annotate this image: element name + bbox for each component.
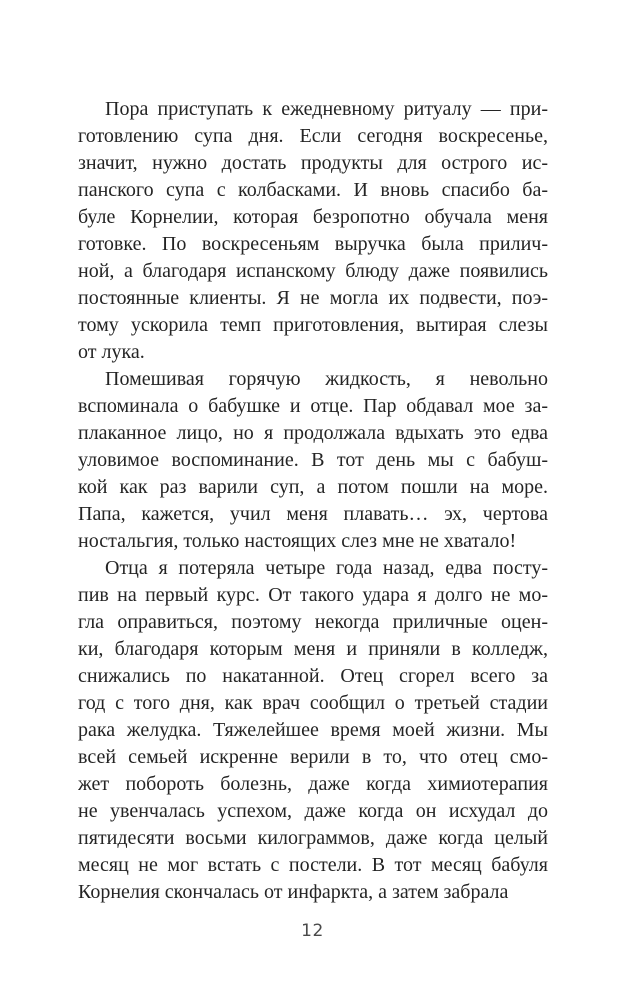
text-line: Корнелия скончалась от инфаркта, а затем забрала xyxy=(78,881,509,903)
text-line: Помешивая горячую жидкость, я невольно xyxy=(105,368,548,390)
text-line: месяц не мог встать с постели. В тот месяц бабуля xyxy=(78,854,548,876)
text-line: вспоминала о бабушке и отце. Пар обдавал мое за- xyxy=(78,395,548,417)
page-footer xyxy=(0,921,625,941)
text-line: пив на первый курс. От такого удара я долго не мо- xyxy=(78,584,548,606)
text-line: гла оправиться, поэтому некогда приличные оцен- xyxy=(78,611,548,633)
paragraph xyxy=(78,366,548,555)
text-line: ностальгия, только настоящих слез мне не хватало! xyxy=(78,530,517,552)
text-line: Пора приступать к ежедневному ритуалу — при- xyxy=(105,98,548,120)
text-line: Папа, кажется, учил меня плавать… эх, чертова xyxy=(78,503,548,525)
text-line: уловимое воспоминание. В тот день мы с бабуш- xyxy=(78,449,548,471)
paragraph xyxy=(78,96,548,366)
text-line: значит, нужно достать продукты для острого ис- xyxy=(78,152,548,174)
text-line: не увенчалась успехом, даже когда он исхудал до xyxy=(78,800,548,822)
page-text xyxy=(78,96,548,906)
text-line: ки, благодаря которым меня и приняли в колледж, xyxy=(78,638,548,660)
text-line: буле Корнелии, которая безропотно обучала меня xyxy=(78,206,548,228)
text-line: кой как раз варили суп, а потом пошли на море. xyxy=(78,476,548,498)
text-line: постоянные клиенты. Я не могла их подвести, поэ- xyxy=(78,287,548,309)
text-line: всей семьей искренне верили в то, что отец смо- xyxy=(78,746,548,768)
text-line: панского супа с колбасками. И вновь спасибо ба- xyxy=(78,179,548,201)
text-line: тому ускорила темп приготовления, вытирая слезы xyxy=(78,314,548,336)
text-line: от лука. xyxy=(78,341,145,363)
text-line: год с того дня, как врач сообщил о третьей стадии xyxy=(78,692,548,714)
page-number: 12 xyxy=(301,921,324,941)
text-line: снижались по накатанной. Отец сгорел всего за xyxy=(78,665,548,687)
text-line: ной, а благодаря испанскому блюду даже появились xyxy=(78,260,548,282)
text-line: готовлению супа дня. Если сегодня воскресенье, xyxy=(78,125,548,147)
text-line: Отца я потеряла четыре года назад, едва посту- xyxy=(105,557,548,579)
text-line: жет побороть болезнь, даже когда химиотерапия xyxy=(78,773,548,795)
paragraph xyxy=(78,555,548,906)
text-line: рака желудка. Тяжелейшее время моей жизни. Мы xyxy=(78,719,548,741)
text-line: плаканное лицо, но я продолжала вдыхать это едва xyxy=(78,422,548,444)
text-line: пятидесяти восьми килограммов, даже когда целый xyxy=(78,827,548,849)
text-line: готовке. По воскресеньям выручка была прилич- xyxy=(78,233,548,255)
